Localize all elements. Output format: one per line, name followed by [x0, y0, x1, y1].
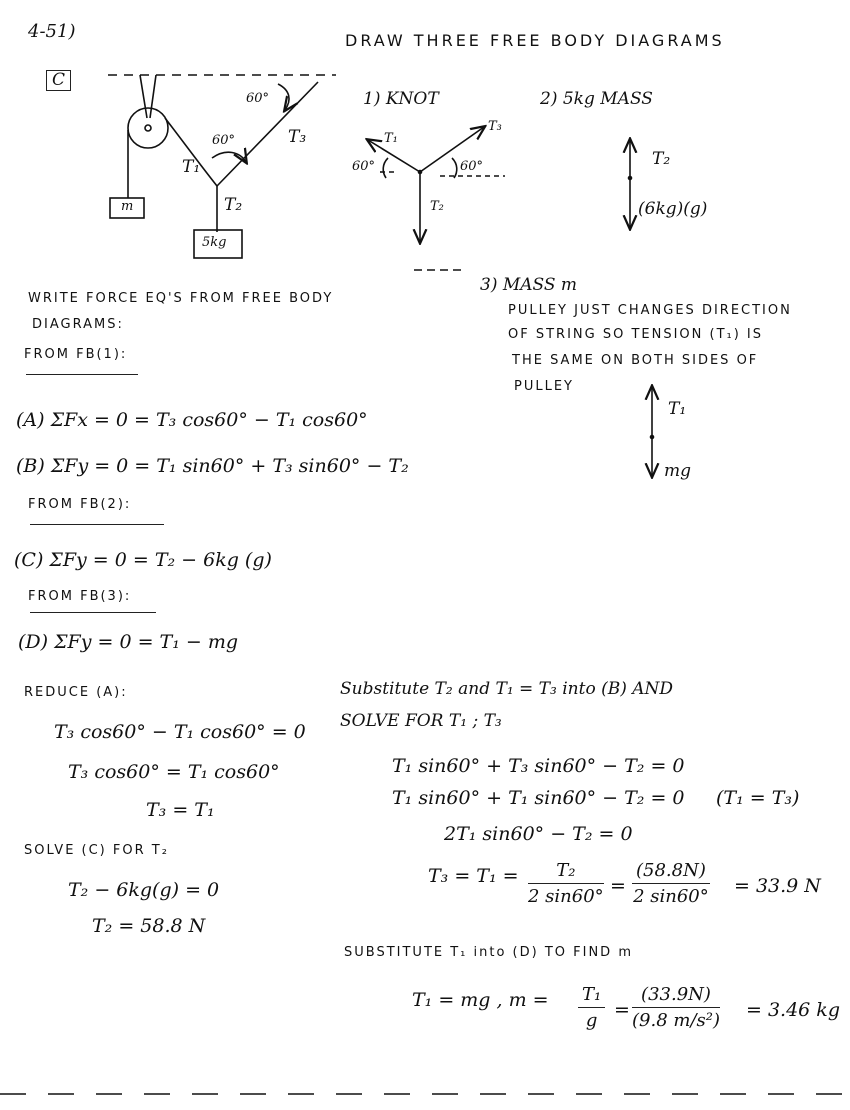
fbd3-up-force: T₁	[668, 399, 687, 419]
fbd2-down-force: (6kg)(g)	[638, 199, 708, 219]
fraction-denominator: g	[585, 1010, 598, 1031]
right-step-1: T₁ sin60° + T₃ sin60° − T₂ = 0	[392, 755, 685, 777]
fraction-t1-over-g	[578, 984, 605, 1031]
reduce-step-2: T₃ cos60° = T₁ cos60°	[68, 761, 280, 783]
fbd1-heading: 1) KNOT	[363, 89, 439, 109]
reduce-a-label: REDUCE (A):	[24, 685, 128, 700]
final-lhs: T₁ = mg , m =	[412, 989, 549, 1011]
fraction-denominator: 2 sin60°	[633, 886, 709, 907]
fbd2-heading: 2) 5kg MASS	[540, 89, 653, 109]
solve-step-1: T₂ − 6kg(g) = 0	[68, 879, 220, 901]
substitute-line-2: SOLVE FOR T₁ ; T₃	[340, 711, 502, 731]
solve-c-label: SOLVE (C) FOR T₂	[24, 843, 169, 858]
write-line-2: DIAGRAMS:	[32, 317, 124, 332]
part-label: C	[46, 70, 71, 91]
fbd1-t3: T₃	[488, 119, 502, 134]
diagram-label-t2: T₂	[224, 195, 243, 215]
from-fb3-label: FROM FB(3):	[28, 589, 132, 604]
fbd2-up-force: T₂	[652, 149, 671, 169]
tension-result: = 33.9 N	[734, 875, 821, 897]
from-fb1-label: FROM FB(1):	[24, 347, 128, 362]
fraction-denominator: (9.8 m/s²)	[632, 1010, 720, 1031]
solve-step-2: T₂ = 58.8 N	[92, 915, 206, 937]
equation-a: (A) ΣFx = 0 = T₃ cos60° − T₁ cos60°	[16, 409, 368, 431]
fbd3-note-line-4: PULLEY	[514, 379, 574, 394]
diagram-label-t3: T₃	[288, 127, 307, 147]
problem-number: 4-51)	[28, 21, 76, 42]
fraction-numerator: T₁	[578, 984, 605, 1008]
reduce-step-3: T₃ = T₁	[146, 799, 215, 821]
right-step-2: T₁ sin60° + T₁ sin60° − T₂ = 0	[392, 787, 685, 809]
reduce-step-1: T₃ cos60° − T₁ cos60° = 0	[54, 721, 306, 743]
diagram-mass-m: m	[121, 199, 134, 214]
from-fb1-underline	[26, 374, 138, 375]
fbd3-note-line-2: OF STRING SO TENSION (T₁) IS	[508, 327, 764, 342]
fbd3-down-force: mg	[664, 461, 692, 481]
fbd1-angle-right: 60°	[460, 159, 484, 174]
diagram-angle-top: 60°	[246, 91, 270, 106]
right-step-3: 2T₁ sin60° − T₂ = 0	[444, 823, 633, 845]
equation-c: (C) ΣFy = 0 = T₂ − 6kg (g)	[14, 549, 272, 571]
right-step-4-lhs: T₃ = T₁ =	[428, 865, 519, 887]
from-fb3-underline	[30, 612, 156, 613]
fraction-denominator: 2 sin60°	[528, 886, 604, 907]
diagram-label-t1: T₁	[182, 157, 201, 177]
fbd3-note-line-3: THE SAME ON BOTH SIDES OF	[512, 353, 759, 368]
fbd3-heading: 3) MASS m	[480, 275, 578, 295]
fbd1-angle-left: 60°	[352, 159, 376, 174]
equation-b: (B) ΣFy = 0 = T₁ sin60° + T₃ sin60° − T₂	[16, 455, 409, 477]
substitute-line-3: SUBSTITUTE T₁ into (D) TO FIND m	[344, 945, 633, 960]
fbd1-t2: T₂	[430, 199, 444, 214]
write-line-1: WRITE FORCE EQ'S FROM FREE BODY	[28, 291, 334, 306]
equals-sign: =	[610, 875, 626, 897]
fbd3-note-line-1: PULLEY JUST CHANGES DIRECTION	[508, 303, 792, 318]
diagram-mass-5kg: 5kg	[202, 235, 227, 250]
right-step-2-note: (T₁ = T₃)	[716, 787, 800, 809]
mass-result: = 3.46 kg	[746, 999, 840, 1021]
fraction-numerator: (33.9N)	[632, 984, 720, 1008]
from-fb2-label: FROM FB(2):	[28, 497, 132, 512]
fbd1-t1: T₁	[384, 131, 398, 146]
fraction-numerator: T₂	[528, 860, 604, 884]
from-fb2-underline	[30, 524, 164, 525]
page-title: DRAW THREE FREE BODY DIAGRAMS	[345, 31, 725, 50]
fraction-58-8-over-2sin60	[632, 860, 710, 907]
equation-d: (D) ΣFy = 0 = T₁ − mg	[18, 631, 239, 653]
substitute-line-1: Substitute T₂ and T₁ = T₃ into (B) AND	[340, 679, 674, 699]
fraction-33-9-over-9-8	[632, 984, 720, 1031]
fraction-t2-over-2sin60	[528, 860, 604, 907]
equals-sign: =	[614, 999, 630, 1021]
fraction-numerator: (58.8N)	[632, 860, 710, 884]
diagram-angle-knot: 60°	[212, 133, 236, 148]
